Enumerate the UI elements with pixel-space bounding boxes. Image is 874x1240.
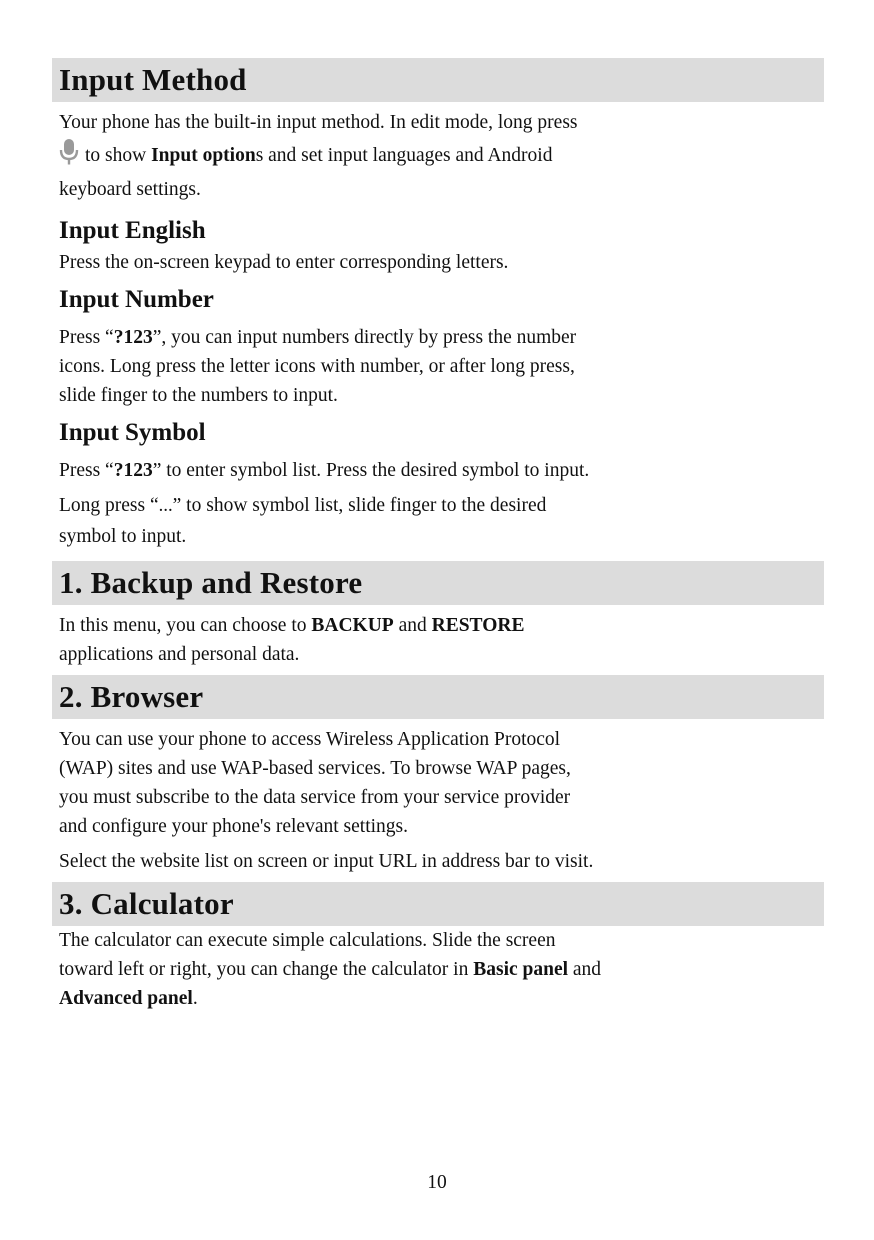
number-key-label: ?123: [113, 327, 153, 348]
symbol-pre-text: Press “: [59, 460, 114, 481]
input-number-line-1: [52, 323, 824, 352]
calculator-line-3: [52, 984, 824, 1013]
basic-panel-term: Basic panel: [473, 959, 569, 980]
browser-para-1-line-2: (WAP) sites and use WAP-based services. To browse WAP pages,: [59, 758, 571, 779]
intro-pre-text: to show: [85, 145, 152, 166]
number-pre-text: Press “: [59, 327, 114, 348]
input-english-text: Press the on-screen keypad to enter corresponding letters.: [59, 252, 509, 273]
subsection-title-input-symbol: Input Symbol: [59, 419, 206, 446]
subsection-title-input-number: Input Number: [59, 286, 214, 313]
browser-para-1-line-4: and configure your phone's relevant settings.: [59, 816, 409, 837]
page-number: 10: [427, 1172, 447, 1193]
intro-post-text: s and set input languages and Android: [255, 145, 553, 166]
backup-line-1: [52, 611, 824, 640]
ellipsis-post-text: ” to show symbol list, slide finger to the desired: [172, 495, 547, 516]
advanced-panel-term: Advanced panel: [59, 988, 193, 1009]
input-symbol-para-2-line-1: [52, 491, 824, 522]
backup-line-2: applications and personal data.: [59, 644, 300, 665]
backup-mid-text: and: [393, 615, 432, 636]
microphone-icon: [59, 139, 79, 165]
backup-pre-text: In this menu, you can choose to: [59, 615, 312, 636]
calculator-line-1: The calculator can execute simple calculations. Slide the screen: [59, 930, 556, 951]
manual-page: [52, 58, 824, 1013]
section-title-backup-restore: 1. Backup and Restore: [52, 561, 824, 605]
ellipsis-key-label: …: [158, 500, 173, 515]
calculator-period: .: [192, 988, 198, 1009]
input-options-term: Input option: [151, 145, 256, 166]
input-method-intro-line-3: keyboard settings.: [59, 179, 201, 200]
input-method-intro-line-2: [52, 137, 824, 175]
number-post-text: ”, you can input numbers directly by press the number: [152, 327, 577, 348]
input-method-intro-line-1: Your phone has the built-in input method. In edit mode, long press: [59, 112, 578, 133]
subsection-title-input-english: Input English: [59, 217, 206, 244]
backup-term: BACKUP: [311, 615, 394, 636]
input-symbol-para-1: [52, 456, 824, 485]
section-title-browser: 2. Browser: [52, 675, 824, 719]
browser-para-1-line-3: you must subscribe to the data service from your service provider: [59, 787, 571, 808]
input-number-line-2: icons. Long press the letter icons with number, or after long press,: [59, 356, 575, 377]
section-title-input-method: Input Method: [52, 58, 824, 102]
section-title-calculator: 3. Calculator: [52, 882, 824, 926]
browser-para-1-line-1: You can use your phone to access Wireless Application Protocol: [59, 729, 561, 750]
calculator-pre-text: toward left or right, you can change the calculator in: [59, 959, 474, 980]
symbol-key-label: ?123: [113, 460, 153, 481]
restore-term: RESTORE: [431, 615, 525, 636]
ellipsis-pre-text: Long press “: [59, 495, 159, 516]
calculator-line-2: [52, 955, 824, 984]
calculator-mid-text: and: [568, 959, 602, 980]
browser-para-2: Select the website list on screen or input URL in address bar to visit.: [59, 851, 594, 872]
input-symbol-para-2-line-2: symbol to input.: [59, 526, 187, 547]
input-number-line-3: slide finger to the numbers to input.: [59, 385, 338, 406]
symbol-post-text: ” to enter symbol list. Press the desired symbol to input.: [152, 460, 590, 481]
